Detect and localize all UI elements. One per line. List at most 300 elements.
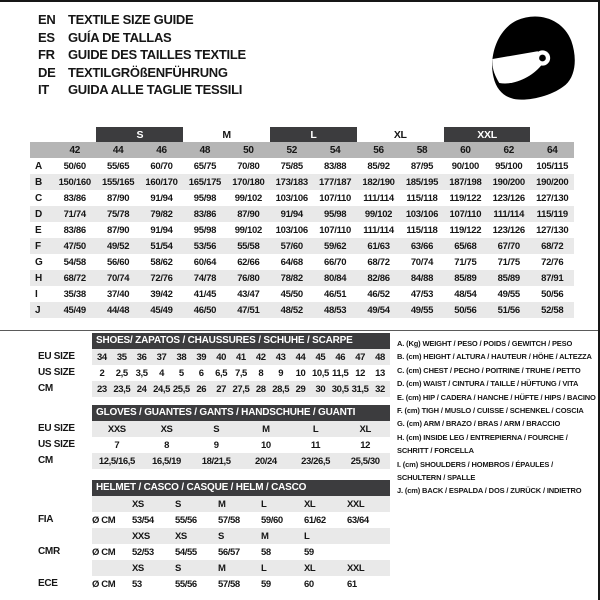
language-list: [38, 11, 246, 99]
measure-value: 99/102: [234, 224, 262, 236]
helmet-size-cell: XS: [132, 562, 144, 574]
size-cell: 39: [196, 351, 207, 363]
size-row: [92, 349, 390, 365]
legend-item: F. (cm) TIGH / MUSLO / CUISSE / SCHENKEL / COSCIA: [397, 406, 584, 416]
size-cell: 10,5: [311, 367, 329, 379]
helmet-value-cell: 56/57: [218, 546, 240, 558]
language-row: [38, 11, 246, 29]
helmet-value-cell: 57/58: [218, 578, 240, 590]
measure-value: 74/78: [183, 270, 226, 286]
helmet-value-row: [92, 576, 390, 592]
standard-label-fia: FIA: [38, 514, 54, 525]
helmet-title-bar: HELMET / CASCO / CASQUE / HELM / CASCO: [92, 480, 390, 496]
helmet-size-cell: S: [218, 530, 224, 542]
size-cell: 20/24: [254, 455, 277, 467]
measure-value: 62/66: [237, 256, 260, 268]
helmet-size-cell: XL: [304, 562, 316, 574]
size-row: [92, 365, 390, 381]
size-cell: 6,5: [215, 367, 228, 379]
size-cell: 9: [278, 367, 284, 379]
measure-value: 185/195: [400, 174, 443, 190]
measure-value: 87/91: [530, 270, 574, 286]
size-cell: 18/21,5: [201, 455, 231, 467]
measure-value: 75/78: [96, 206, 139, 222]
language-code: ES: [38, 29, 55, 45]
size-group-xl: XL: [393, 128, 407, 141]
helmet-value-cell: 61: [347, 578, 357, 590]
row-label: US SIZE: [38, 439, 75, 450]
measure-row: [30, 238, 574, 254]
measure-row: [30, 222, 574, 238]
helmet-value-cell: 52/53: [132, 546, 154, 558]
measure-value: 43/47: [237, 288, 260, 300]
size-cell: 48: [375, 351, 385, 363]
measure-value: 58/62: [150, 256, 173, 268]
size-cell: 42: [255, 351, 266, 363]
measure-value: 55/58: [227, 238, 270, 254]
language-code: IT: [38, 82, 49, 97]
diameter-unit-label: Ø CM: [92, 514, 116, 526]
measure-value: 111/114: [487, 206, 530, 222]
size-cell: 4: [159, 367, 164, 379]
measure-value: 44/48: [96, 302, 139, 318]
helmet-value-cell: 53/54: [132, 514, 154, 526]
shoes-title-bar: SHOES/ ZAPATOS / CHAUSSURES / SCHUHE / SCARPE: [92, 333, 390, 349]
helmet-value-row: [92, 544, 390, 560]
row-label: CM: [38, 383, 53, 394]
measure-row: [30, 158, 574, 174]
language-row: [38, 29, 246, 47]
measure-letter: J: [30, 302, 53, 318]
measure-value: 107/110: [319, 224, 351, 236]
helmet-value-row: [92, 512, 390, 528]
measure-letter: H: [30, 270, 53, 286]
measure-value: 72/76: [140, 270, 183, 286]
measure-value: 85/89: [444, 270, 487, 286]
measure-value: 119/122: [449, 192, 482, 204]
measure-value: 103/106: [275, 192, 308, 204]
helmet-size-cell: XXS: [132, 530, 150, 542]
measure-value: 56/60: [106, 256, 130, 268]
measure-value: 99/102: [234, 192, 262, 204]
helmet-size-cell: XS: [132, 498, 144, 510]
measure-letter: E: [35, 224, 42, 236]
measure-value: 91/94: [150, 224, 173, 236]
size-cell: 8: [258, 367, 264, 379]
size-cell: L: [312, 423, 319, 435]
measure-value: 99/102: [357, 206, 400, 222]
size-cell: 2: [99, 367, 105, 379]
size-number-cell: 60: [444, 142, 487, 158]
measure-value: 90/100: [451, 160, 479, 172]
size-group-l: L: [270, 127, 357, 142]
standard-label-ece: ECE: [38, 578, 58, 589]
size-row: [92, 421, 390, 437]
measure-value: 66/70: [324, 256, 347, 268]
measure-value: 65/75: [193, 160, 217, 172]
legend-item: H. (cm) INSIDE LEG / ENTREPIERNA / FOURCHE / SCHRITT / FORCELLA: [397, 432, 568, 456]
measure-value: 115/118: [406, 224, 438, 236]
legend-item: J. (cm) BACK / ESPALDA / DOS / ZURÜCK / INDIETRO: [397, 486, 582, 496]
size-cell: 34: [97, 351, 107, 363]
measure-value: 64/68: [280, 256, 303, 268]
size-cell: 28: [255, 383, 266, 395]
helmet-size-cell: L: [304, 530, 310, 542]
gloves-title-bar: GLOVES / GUANTES / GANTS / HANDSCHUHE / GUANTI: [92, 405, 390, 421]
measure-value: 87/90: [106, 224, 130, 236]
size-cell: 2,5: [115, 367, 128, 379]
size-cell: 9: [213, 439, 219, 451]
measure-row: [30, 302, 574, 318]
size-number-cell: 46: [140, 142, 183, 158]
measure-value: 111/114: [363, 224, 394, 236]
measure-letter: D: [30, 206, 53, 222]
frame-top-border: [0, 0, 600, 2]
measure-value: 71/75: [454, 256, 477, 268]
gloves-grid: [92, 405, 390, 469]
size-cell: 29: [295, 383, 306, 395]
measure-value: 123/126: [492, 224, 525, 236]
size-cell: 12,5/16,5: [98, 455, 135, 467]
helmet-size-cell: XXL: [347, 498, 365, 510]
measure-value: 107/110: [444, 206, 487, 222]
measure-value: 95/98: [313, 206, 356, 222]
measure-value: 50/56: [444, 302, 487, 318]
helmet-size-cell: XS: [175, 530, 187, 542]
legend-item: B. (cm) HEIGHT / ALTURA / HAUTEUR / HÖHE / ALTEZZA: [397, 352, 592, 362]
size-number-cell: 42: [53, 142, 96, 158]
size-cell: XL: [359, 423, 371, 435]
size-cell: 10: [295, 367, 306, 379]
measure-value: 67/70: [487, 238, 530, 254]
measure-value: 111/114: [363, 192, 394, 204]
size-cell: 41: [236, 351, 246, 363]
measure-value: 79/82: [140, 206, 183, 222]
measure-value: 59/62: [313, 238, 356, 254]
size-cell: 13: [375, 367, 385, 379]
size-cell: 12: [360, 439, 371, 451]
measure-value: 49/54: [357, 302, 400, 318]
measure-value: 115/119: [530, 206, 574, 222]
measure-value: 60/70: [150, 160, 173, 172]
size-row: [92, 453, 390, 469]
measure-value: 76/80: [227, 270, 270, 286]
size-row: [92, 437, 390, 453]
legend-item: G. (cm) ARM / BRAZO / BRAS / ARM / BRACCIO: [397, 419, 561, 429]
measure-value: 53/56: [183, 238, 226, 254]
size-row: [92, 381, 390, 397]
size-cell: 11: [310, 439, 321, 451]
measure-value: 82/86: [357, 270, 400, 286]
measure-value: 80/84: [313, 270, 356, 286]
measure-value: 187/198: [444, 174, 487, 190]
size-cell: 30: [315, 383, 326, 395]
helmet-value-cell: 53: [132, 578, 142, 590]
measure-value: 123/126: [492, 192, 525, 204]
helmet-size-band: [92, 528, 390, 544]
size-number-corner: [30, 142, 53, 158]
standard-label-cmr: CMR: [38, 546, 60, 557]
measure-value: 72/76: [541, 256, 564, 268]
size-number-cell: 48: [183, 142, 226, 158]
helmet-value-cell: 59: [304, 546, 314, 558]
measure-letter: F: [30, 238, 53, 254]
measure-value: 50/60: [63, 160, 86, 172]
measure-value: 61/63: [357, 238, 400, 254]
measure-value: 84/88: [400, 270, 443, 286]
measure-value: 57/60: [270, 238, 313, 254]
row-label: EU SIZE: [38, 423, 75, 434]
helmet-size-band: [92, 560, 390, 576]
size-cell: 35: [116, 351, 127, 363]
size-number-cell: 62: [487, 142, 530, 158]
measure-value: 190/200: [530, 174, 574, 190]
helmet-value-cell: 57/58: [218, 514, 240, 526]
legend-item: E. (cm) HIP / CADERA / HANCHE / HÜFTE / HIPS / BACINO: [397, 392, 596, 402]
measure-value: 47/51: [227, 302, 270, 318]
measure-value: 103/106: [275, 224, 308, 236]
helmet-value-cell: 58: [261, 546, 271, 558]
measure-value: 49/52: [96, 238, 139, 254]
measure-value: 95/98: [193, 192, 217, 204]
measure-value: 70/74: [410, 256, 434, 268]
measure-row: [30, 206, 574, 222]
helmet-size-cell: S: [175, 498, 181, 510]
measure-value: 71/74: [53, 206, 96, 222]
measure-value: 83/86: [183, 206, 226, 222]
measure-value: 85/89: [487, 270, 530, 286]
measurement-legend: [397, 337, 597, 498]
language-title: GUIDE DES TAILLES TEXTILE: [68, 47, 246, 62]
measure-value: 71/75: [497, 256, 520, 268]
measure-value: 95/98: [193, 224, 217, 236]
size-cell: 8: [164, 439, 169, 451]
measure-value: 39/42: [150, 288, 173, 300]
size-cell: 24,5: [153, 383, 170, 395]
size-cell: 26: [196, 383, 207, 395]
size-cell: 44: [295, 351, 306, 363]
measure-row: [30, 190, 574, 206]
measure-value: 49/55: [400, 302, 443, 318]
size-cell: 7,5: [234, 367, 247, 379]
size-cell: 36: [136, 351, 147, 363]
language-title: TEXTILGRÖßENFÜHRUNG: [68, 64, 228, 80]
measure-value: 50/56: [541, 288, 564, 300]
size-cell: 23,5: [113, 383, 131, 395]
size-group-xxl: XXL: [444, 127, 531, 142]
size-cell: 23: [97, 383, 107, 395]
measure-value: 46/52: [367, 288, 390, 300]
row-label: US SIZE: [38, 367, 75, 378]
size-number-cell: 44: [96, 142, 139, 158]
size-cell: XS: [160, 423, 173, 435]
size-cell: M: [262, 423, 270, 435]
measure-value: 37/40: [106, 288, 130, 300]
size-cell: 45: [315, 351, 326, 363]
language-code: FR: [38, 47, 55, 62]
language-code: DE: [38, 64, 56, 80]
measure-value: 45/50: [280, 288, 303, 300]
measure-value: 170/180: [227, 174, 270, 190]
measure-value: 46/51: [324, 288, 347, 300]
measure-value: 54/58: [63, 256, 86, 268]
measure-value: 85/92: [367, 160, 390, 172]
group-spacer: [530, 127, 574, 142]
helmet-size-cell: M: [218, 498, 226, 510]
helmet-size-band: [92, 496, 390, 512]
helmet-size-cell: M: [261, 530, 269, 542]
measure-value: 35/38: [63, 288, 86, 300]
size-cell: 28,5: [272, 383, 290, 395]
size-cell: 47: [355, 351, 365, 363]
measure-value: 115/118: [406, 192, 438, 204]
size-cell: S: [213, 423, 220, 435]
measure-letter: A: [35, 160, 42, 172]
size-cell: 6: [198, 367, 204, 379]
measure-value: 91/94: [270, 206, 313, 222]
size-cell: 24: [136, 383, 147, 395]
helmet-value-cell: 55/56: [175, 514, 197, 526]
textile-size-table: [30, 127, 574, 318]
measure-value: 47/53: [410, 288, 434, 300]
size-cell: 27: [216, 383, 226, 395]
helmet-size-cell: M: [218, 562, 226, 574]
size-cell: XXS: [107, 423, 126, 435]
size-number-cell: 50: [227, 142, 270, 158]
size-number-row: [30, 142, 574, 158]
helmet-size-cell: S: [175, 562, 181, 574]
helmet-value-cell: 59: [261, 578, 271, 590]
measure-value: 68/72: [367, 256, 390, 268]
measure-value: 87/90: [227, 206, 270, 222]
language-title: TEXTILE SIZE GUIDE: [68, 12, 194, 27]
measure-value: 127/130: [536, 192, 569, 204]
size-cell: 25,5: [172, 383, 190, 395]
measure-value: 177/187: [313, 174, 356, 190]
measure-value: 60/64: [193, 256, 217, 268]
size-cell: 37: [156, 351, 167, 363]
legend-item: C. (cm) CHEST / PECHO / POITRINE / TRUHE / PETTO: [397, 365, 581, 375]
measure-row: [30, 174, 574, 190]
size-cell: 3,5: [135, 367, 148, 379]
language-row: [38, 46, 246, 64]
measure-value: 150/160: [53, 174, 96, 190]
racing-helmet-icon: [482, 8, 578, 108]
size-cell: 12: [355, 367, 365, 379]
language-title: GUÍA DE TALLAS: [68, 29, 172, 45]
size-number-cell: 52: [270, 142, 313, 158]
size-cell: 32: [375, 383, 385, 395]
helmet-size-cell: L: [261, 562, 267, 574]
diameter-unit-label: Ø CM: [92, 546, 116, 558]
measure-value: 95/100: [495, 160, 523, 172]
size-cell: 16,5/19: [152, 455, 181, 467]
measure-value: 83/88: [324, 160, 347, 172]
measure-value: 49/55: [497, 288, 520, 300]
helmet-grid: [92, 480, 390, 592]
measure-value: 190/200: [487, 174, 530, 190]
measure-letter: B: [30, 174, 53, 190]
size-cell: 11,5: [332, 367, 349, 379]
measure-value: 83/86: [63, 192, 86, 204]
size-cell: 5: [178, 367, 184, 379]
measure-value: 127/130: [536, 224, 569, 236]
measure-value: 91/94: [150, 192, 173, 204]
size-number-cell: 58: [400, 142, 443, 158]
helmet-size-cell: L: [261, 498, 267, 510]
measure-value: 48/54: [454, 288, 477, 300]
language-code: EN: [38, 12, 56, 27]
size-cell: 7: [114, 439, 120, 451]
row-label: CM: [38, 455, 53, 466]
language-row: [38, 81, 246, 99]
measure-value: 55/65: [106, 160, 130, 172]
measure-value: 87/90: [106, 192, 130, 204]
measure-value: 51/56: [487, 302, 530, 318]
measure-value: 48/53: [313, 302, 356, 318]
measure-value: 41/45: [193, 288, 217, 300]
size-cell: 23/26,5: [301, 455, 330, 467]
size-group-m: M: [222, 128, 231, 141]
measure-value: 107/110: [319, 192, 351, 204]
size-cell: 31,5: [351, 383, 369, 395]
measure-row: [30, 270, 574, 286]
measure-value: 173/183: [270, 174, 313, 190]
helmet-value-cell: 60: [304, 578, 314, 590]
legend-item: I. (cm) SHOULDERS / HOMBROS / ÉPAULES / SCHULTERN / SPALLE: [397, 459, 554, 483]
size-group-row: [30, 127, 574, 142]
size-number-cell: 56: [357, 142, 400, 158]
measure-value: 52/58: [530, 302, 574, 318]
helmet-value-cell: 61/62: [304, 514, 326, 526]
size-cell: 46: [335, 351, 346, 363]
measure-value: 63/66: [400, 238, 443, 254]
diameter-unit-label: Ø CM: [92, 578, 116, 590]
helmet-size-cell: XL: [304, 498, 316, 510]
measure-value: 105/115: [536, 160, 569, 172]
measure-row: [30, 286, 574, 302]
size-cell: 27,5: [232, 383, 250, 395]
section-divider: [0, 330, 598, 331]
helmet-size-cell: XXL: [347, 562, 365, 574]
measure-value: 70/74: [96, 270, 139, 286]
measure-value: 87/95: [410, 160, 434, 172]
measure-value: 155/165: [96, 174, 139, 190]
measure-value: 46/50: [183, 302, 226, 318]
measure-value: 68/72: [53, 270, 96, 286]
helmet-value-cell: 59/60: [261, 514, 283, 526]
measure-letter: I: [35, 288, 38, 300]
shoes-grid: [92, 333, 390, 397]
helmet-value-cell: 63/64: [347, 514, 369, 526]
measure-value: 68/72: [530, 238, 574, 254]
measure-value: 83/86: [63, 224, 86, 236]
size-number-cell: 64: [530, 142, 574, 158]
measure-value: 165/175: [183, 174, 226, 190]
measure-value: 78/82: [270, 270, 313, 286]
measure-letter: G: [35, 256, 43, 268]
language-title: GUIDA ALLE TAGLIE TESSILI: [68, 82, 243, 97]
size-cell: 43: [275, 351, 286, 363]
size-group-s: S: [96, 127, 183, 142]
measure-value: 75/85: [280, 160, 303, 172]
measure-value: 45/49: [140, 302, 183, 318]
measure-value: 47/50: [53, 238, 96, 254]
measure-value: 160/170: [140, 174, 183, 190]
measure-value: 51/54: [140, 238, 183, 254]
measure-value: 103/106: [400, 206, 443, 222]
size-number-cell: 54: [313, 142, 356, 158]
